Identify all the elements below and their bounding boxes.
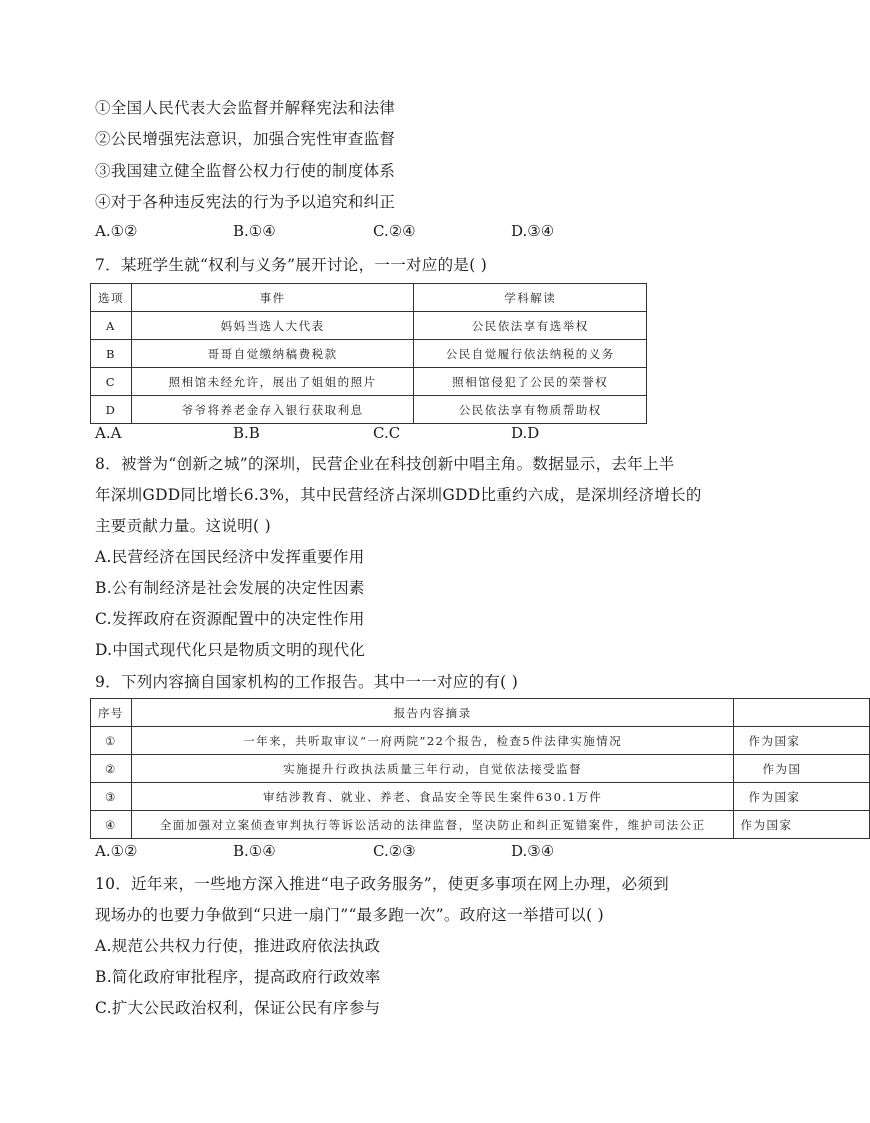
q7-stem: 7．某班学生就“权利与义务”展开讨论，一一对应的是( )	[95, 256, 488, 274]
table-cell: 实施提升行政执法质量三年行动，自觉依法接受监督	[131, 755, 734, 783]
q8-option-c[interactable]: C.发挥政府在资源配置中的决定性作用	[95, 610, 365, 628]
table-cell: 作为国	[734, 755, 870, 783]
q8-option-a[interactable]: A.民营经济在国民经济中发挥重要作用	[95, 548, 365, 566]
table-cell: 公民依法享有选举权	[414, 312, 647, 340]
table-cell: ①	[91, 727, 132, 755]
table-header-cell	[734, 699, 870, 727]
q6-item-3: ③我国建立健全监督公权力行使的制度体系	[95, 162, 396, 180]
table-row	[91, 811, 870, 839]
q7-option-b[interactable]: B.B	[233, 424, 260, 442]
table-header-cell: 学科解读	[414, 284, 647, 312]
q6-option-c[interactable]: C.②④	[373, 222, 416, 240]
table-cell: ②	[91, 755, 132, 783]
table-row	[91, 368, 647, 396]
q9-table-clip	[95, 698, 802, 838]
q6-option-b[interactable]: B.①④	[233, 222, 276, 240]
table-cell: ④	[91, 811, 132, 839]
table-row	[91, 340, 647, 368]
q9-option-b[interactable]: B.①④	[233, 842, 276, 860]
table-cell: 爷爷将养老金存入银行获取利息	[131, 396, 414, 424]
q10-option-b[interactable]: B.简化政府审批程序，提高政府行政效率	[95, 968, 381, 986]
q6-option-d[interactable]: D.③④	[511, 222, 555, 240]
q10-stem-line-1: 10．近年来，一些地方深入推进“电子政务服务”，使更多事项在网上办理，必须到	[95, 875, 669, 893]
table-header-cell: 事件	[131, 284, 414, 312]
table-cell: 照相馆侵犯了公民的荣誉权	[414, 368, 647, 396]
table-header-cell: 报告内容摘录	[131, 699, 734, 727]
q8-stem-line-3: 主要贡献力量。这说明( )	[95, 517, 271, 535]
table-cell: 哥哥自觉缴纳稿费税款	[131, 340, 414, 368]
table-cell: 公民自觉履行依法纳税的义务	[414, 340, 647, 368]
table-cell: 审结涉教育、就业、养老、食品安全等民生案件630.1万件	[131, 783, 734, 811]
q8-stem-line-1: 8．被誉为“创新之城”的深圳，民营企业在科技创新中唱主角。数据显示，去年上半	[95, 455, 675, 473]
table-cell: 公民依法享有物质帮助权	[414, 396, 647, 424]
q9-table	[90, 698, 870, 839]
q6-option-a[interactable]: A.①②	[95, 222, 138, 240]
q7-table	[90, 283, 647, 424]
q8-option-b[interactable]: B.公有制经济是社会发展的决定性因素	[95, 579, 365, 597]
table-cell: 全面加强对立案侦查审判执行等诉讼活动的法律监督，坚决防止和纠正冤错案件，维护司法公正	[131, 811, 734, 839]
table-row	[91, 727, 870, 755]
q8-stem-line-2: 年深圳GDD同比增长6.3%，其中民营经济占深圳GDD比重约六成，是深圳经济增长的	[95, 486, 702, 504]
table-cell: C	[91, 368, 132, 396]
q6-item-1: ①全国人民代表大会监督并解释宪法和法律	[95, 99, 396, 117]
table-cell: ③	[91, 783, 132, 811]
q7-option-c[interactable]: C.C	[373, 424, 401, 442]
table-row	[91, 312, 647, 340]
table-cell: 妈妈当选人大代表	[131, 312, 414, 340]
q8-option-d[interactable]: D.中国式现代化只是物质文明的现代化	[95, 641, 366, 659]
q10-option-c[interactable]: C.扩大公民政治权利，保证公民有序参与	[95, 999, 381, 1017]
table-cell: A	[91, 312, 132, 340]
table-cell: 照相馆未经允许，展出了姐姐的照片	[131, 368, 414, 396]
q7-option-d[interactable]: D.D	[511, 424, 540, 442]
q9-option-a[interactable]: A.①②	[95, 842, 138, 860]
table-header-row	[91, 284, 647, 312]
table-row	[91, 396, 647, 424]
q6-item-4: ④对于各种违反宪法的行为予以追究和纠正	[95, 193, 396, 211]
table-cell: 一年来，共听取审议“一府两院”22个报告，检查5件法律实施情况	[131, 727, 734, 755]
q9-option-c[interactable]: C.②③	[373, 842, 416, 860]
q9-stem: 9．下列内容摘自国家机构的工作报告。其中一一对应的有( )	[95, 673, 519, 691]
table-cell: B	[91, 340, 132, 368]
q7-option-a[interactable]: A.A	[95, 424, 122, 442]
q9-option-d[interactable]: D.③④	[511, 842, 555, 860]
table-header-row	[91, 699, 870, 727]
q6-item-2: ②公民增强宪法意识，加强合宪性审查监督	[95, 130, 396, 148]
table-cell: 作为国家	[734, 783, 870, 811]
table-header-cell: 选项	[91, 284, 132, 312]
table-row	[91, 783, 870, 811]
table-cell: 作为国家	[734, 811, 870, 839]
q10-option-a[interactable]: A.规范公共权力行使，推进政府依法执政	[95, 937, 381, 955]
q10-stem-line-2: 现场办的也要力争做到“只进一扇门”“最多跑一次”。政府这一举措可以( )	[95, 906, 605, 924]
table-cell: D	[91, 396, 132, 424]
table-row	[91, 755, 870, 783]
table-cell: 作为国家	[734, 727, 870, 755]
table-header-cell: 序号	[91, 699, 132, 727]
